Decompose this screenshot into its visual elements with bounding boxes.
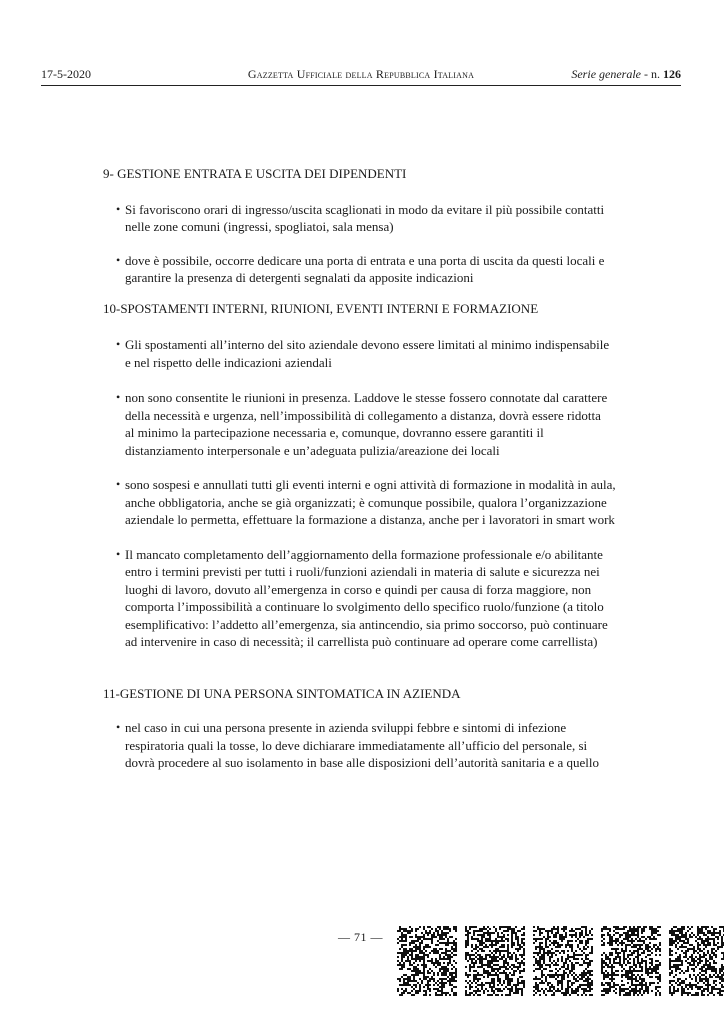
- list-item: [103, 476, 625, 529]
- series-name: Serie generale: [571, 67, 641, 81]
- section-9-heading: 9- GESTIONE ENTRATA E USCITA DEI DIPENDENTI: [103, 166, 407, 181]
- item-line: aziendale lo permetta, effettuare la formazione a distanza, anche per i lavoratori in smart work: [125, 512, 615, 527]
- bullet-icon: •: [116, 477, 121, 491]
- item-line: nel caso in cui una persona presente in azienda sviluppi febbre e sintomi di infezione: [125, 720, 567, 735]
- item-line: Gli spostamenti all’interno del sito aziendale devono essere limitati al minimo indispensabile: [125, 337, 610, 352]
- document-body: [103, 165, 625, 772]
- barcode-graphic: [533, 926, 593, 996]
- series-label: [571, 67, 681, 82]
- item-line: e nel rispetto delle indicazioni aziendali: [125, 354, 332, 370]
- item-line: esemplificativo: l’addetto all’emergenza, sia antincendio, sia primo soccorso, può continuare: [125, 616, 608, 632]
- section-11-heading: 11-GESTIONE DI UNA PERSONA SINTOMATICA IN AZIENDA: [103, 685, 461, 701]
- item-line: nelle zone comuni (ingressi, spogliatoi, sala mensa): [125, 219, 394, 234]
- page-number: — 71 —: [338, 930, 383, 944]
- bullet-icon: •: [116, 720, 121, 734]
- barcode-icon: [397, 926, 457, 996]
- bullet-icon: •: [116, 390, 121, 404]
- list-item: [103, 201, 625, 236]
- barcode-graphic: [669, 926, 724, 996]
- item-line: sono sospesi e annullati tutti gli eventi interni e ogni attività di formazione in modalità in aula,: [125, 477, 616, 492]
- barcode-icon: [533, 926, 593, 996]
- list-item: [103, 546, 625, 651]
- item-line: al minimo la partecipazione necessaria e, comunque, dovranno essere garantiti il: [125, 425, 544, 440]
- list-item: [103, 389, 625, 459]
- section-10-heading: 10-SPOSTAMENTI INTERNI, RIUNIONI, EVENTI INTERNI E FORMAZIONE: [103, 300, 539, 316]
- item-line: Il mancato completamento dell’aggiornamento della formazione professionale e/o abilitante: [125, 546, 603, 562]
- barcode-icon: [669, 926, 724, 996]
- barcode-icon: [601, 926, 661, 996]
- item-line: dove è possibile, occorre dedicare una porta di entrata e una porta di uscita da questi locali e: [125, 252, 605, 268]
- item-line: entro i termini previsti per tutti i ruoli/funzioni aziendali in materia di salute e sicurezza nei: [125, 564, 600, 579]
- publication-date: 17-5-2020: [41, 67, 91, 81]
- bullet-icon: •: [116, 201, 121, 216]
- item-line: luoghi di lavoro, dovuto all’emergenza in corso e quindi per causa di forza maggiore, non: [125, 581, 592, 597]
- gazette-title: Gazzetta Ufficiale della Repubblica Italiana: [247, 67, 475, 81]
- bullet-icon: •: [116, 546, 121, 561]
- item-line: ad intervenire in caso di necessità; il carrellista può continuare ad operare come carrellista): [125, 634, 598, 649]
- issue-number: 126: [663, 67, 681, 81]
- item-line: anche obbligatoria, anche se già organizzati; è comunque possibile, qualora l’organizzazione: [125, 494, 607, 510]
- series-separator: - n.: [641, 67, 663, 81]
- barcode-graphic: [397, 926, 457, 996]
- barcode-graphic: [465, 926, 525, 996]
- page-header: [41, 67, 681, 85]
- item-line: dovrà procedere al suo isolamento in base alle disposizioni dell’autorità sanitaria e a quello: [125, 755, 599, 770]
- item-line: Si favoriscono orari di ingresso/uscita scaglionati in modo da evitare il più possibile contatti: [125, 201, 605, 217]
- item-line: della necessità e urgenza, nell’impossibilità di collegamento a distanza, dovrà essere ridotta: [125, 407, 601, 423]
- item-line: respiratoria quali la tosse, lo deve dichiarare immediatamente all’ufficio del personale, si: [125, 737, 588, 753]
- item-line: comporta l’impossibilità a continuare lo svolgimento dello specifico ruolo/funzione (a titolo: [125, 599, 604, 614]
- item-line: non sono consentite le riunioni in presenza. Laddove le stesse fossero connotate dal carattere: [125, 390, 608, 405]
- barcode-graphic: [601, 926, 661, 996]
- bullet-icon: •: [116, 252, 121, 267]
- list-item: [103, 252, 625, 287]
- item-line: distanziamento interpersonale e un’adeguata pulizia/areazione dei locali: [125, 442, 500, 458]
- bullet-icon: •: [116, 337, 121, 351]
- list-item: [103, 719, 625, 772]
- barcode-icon: [465, 926, 525, 996]
- header-rule: [41, 85, 681, 86]
- list-item: [103, 336, 625, 371]
- item-line: garantire la presenza di detergenti segnalati da apposite indicazioni: [125, 270, 474, 285]
